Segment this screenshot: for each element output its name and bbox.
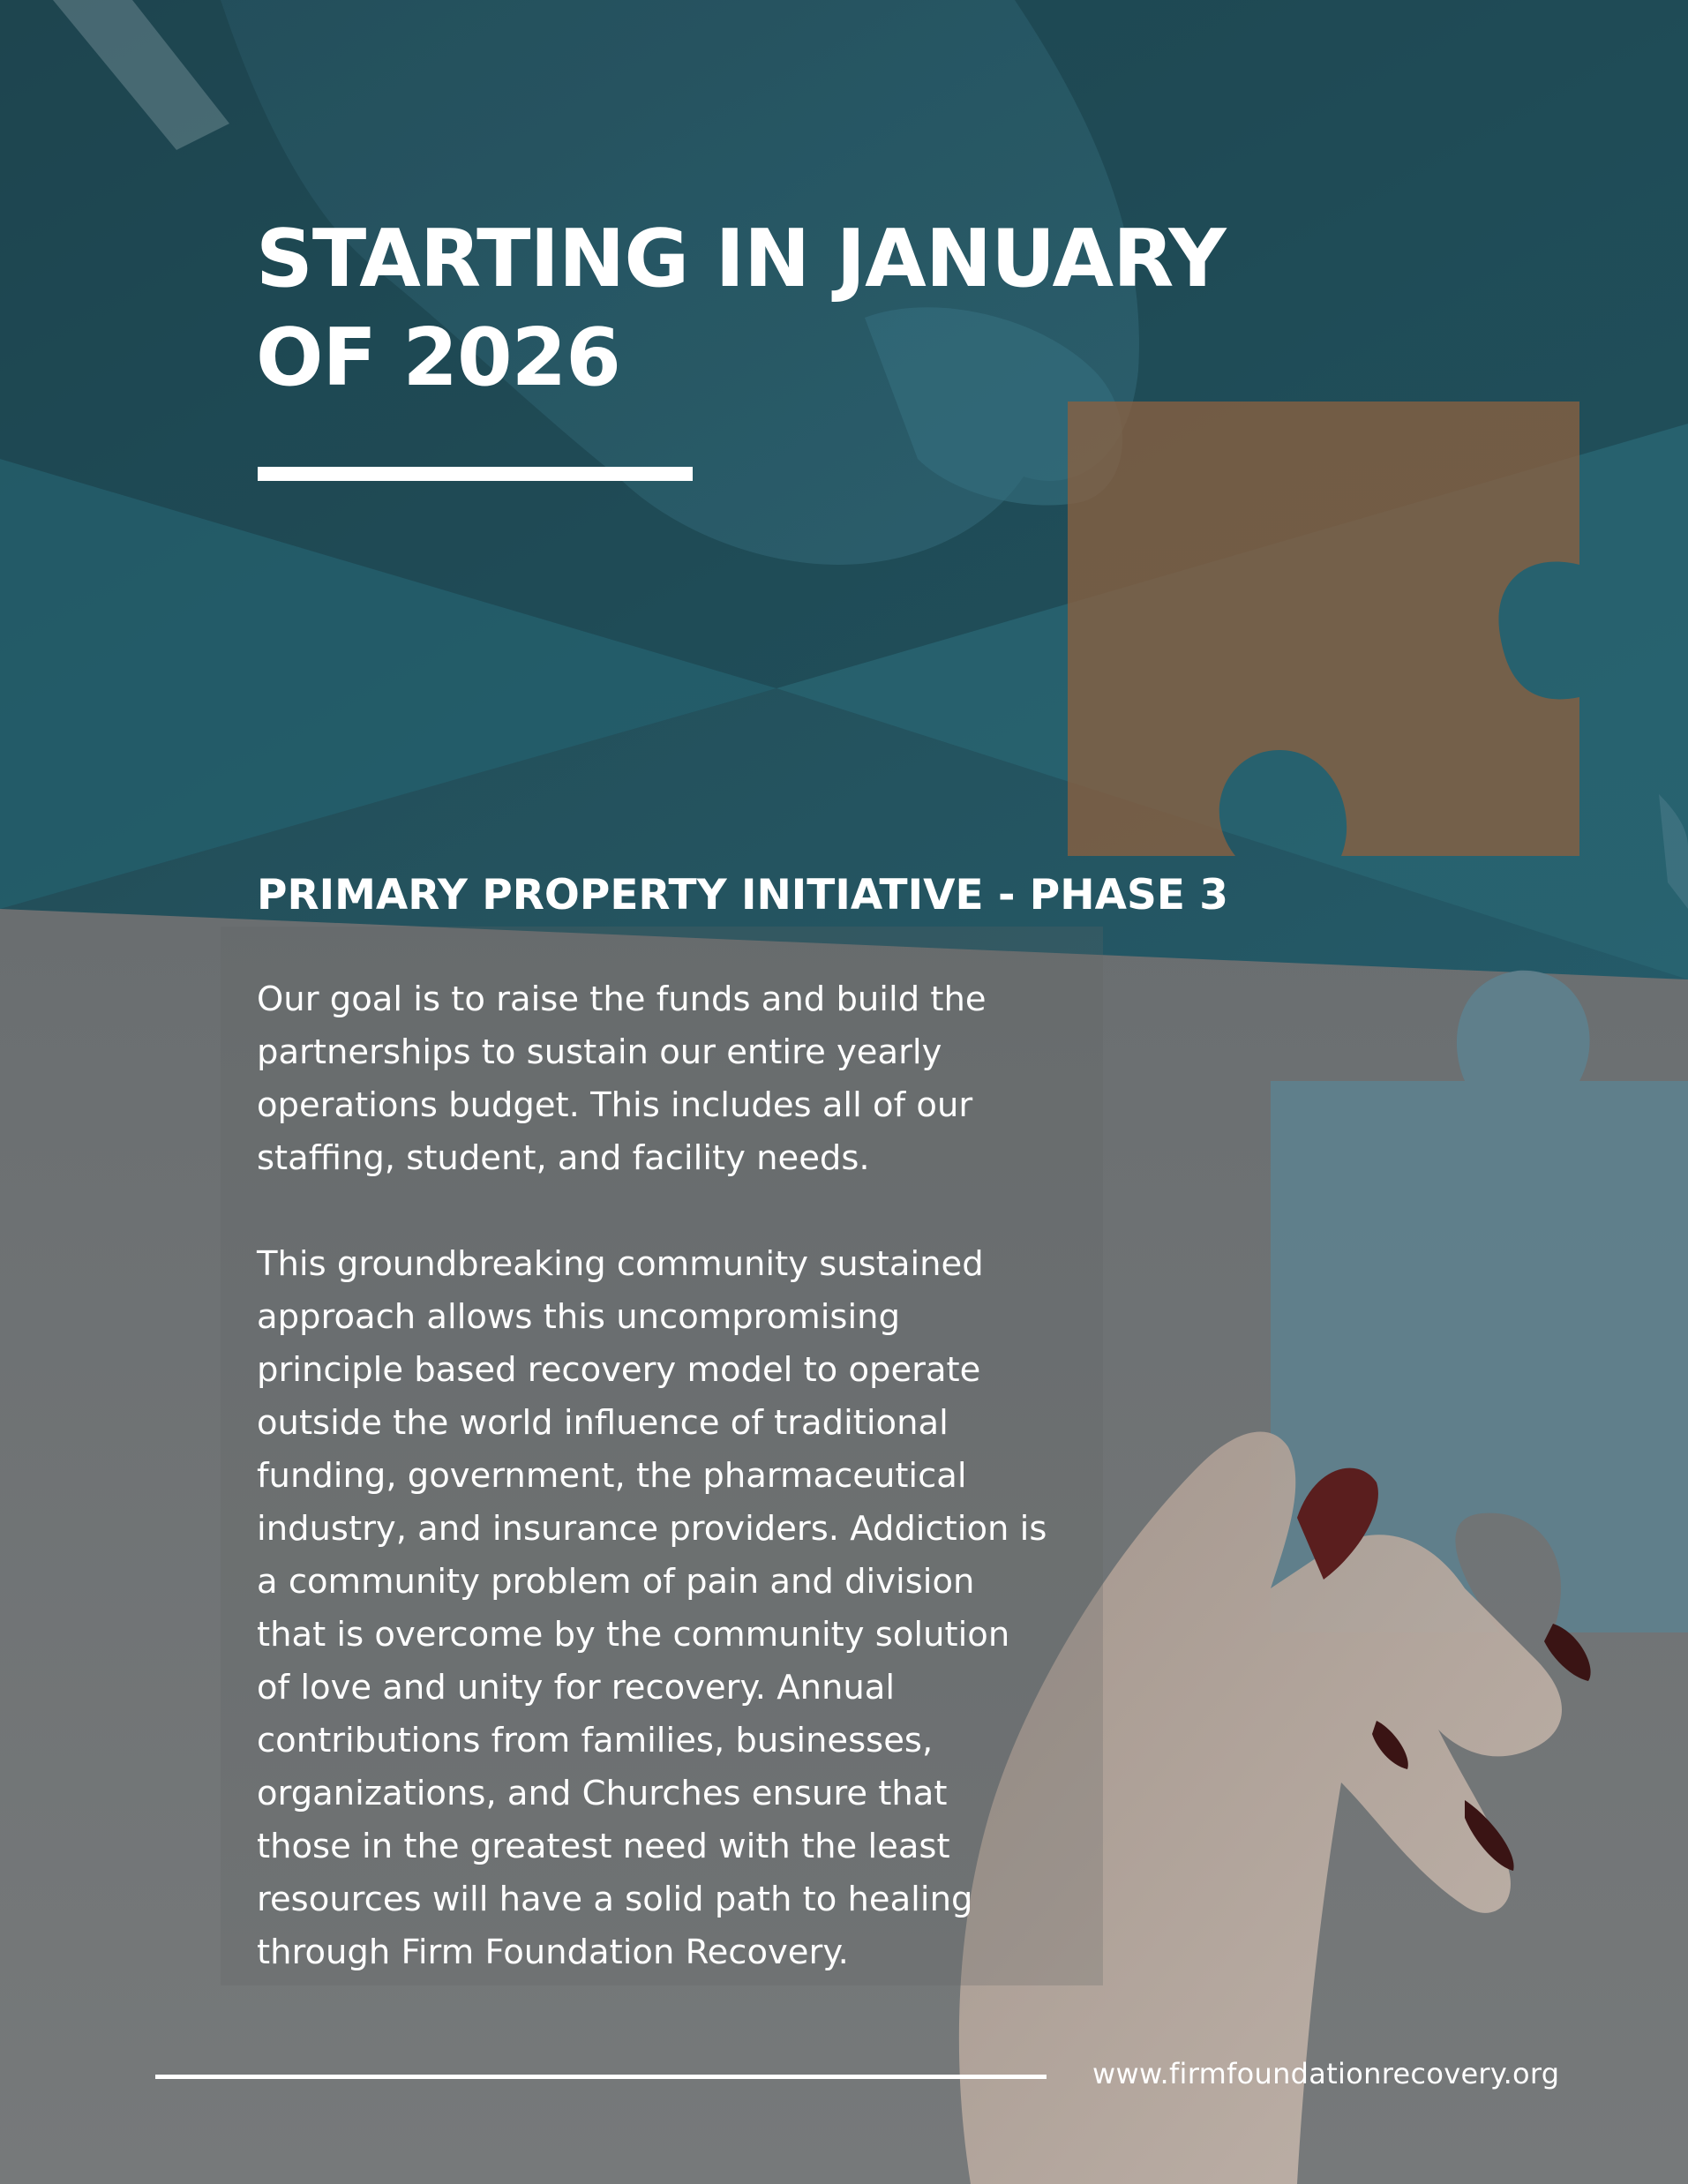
paragraph-approach: This groundbreaking community sustained approach allows this uncompromising principle based recovery model to operate outside the world influence of traditional funding, government, the pharmaceutical industry, and insurance providers. Addiction is a community problem of pain and division that is overcome by the community solution of love and unity for recovery. Annual contributions from families, businesses, organizations, and Churches ensure that those in the greatest need with the least resources will have a solid path to healing through Firm Foundation Recovery. [257, 1244, 1047, 1972]
footer-website-link[interactable]: www.firmfoundationrecovery.org [1092, 2057, 1560, 2090]
title-line-2: OF 2026 [256, 311, 620, 404]
page-title [256, 210, 1315, 408]
section-heading: PRIMARY PROPERTY INITIATIVE - PHASE 3 [257, 871, 1228, 919]
title-underline-divider [258, 467, 693, 481]
footer-divider [155, 2075, 1047, 2079]
title-line-1: STARTING IN JANUARY [256, 213, 1226, 305]
body-copy [257, 973, 1051, 2032]
paragraph-goal: Our goal is to raise the funds and build the partnerships to sustain our entire yearly operations budget. This includes all of our staffing, student, and facility needs. [257, 979, 987, 1178]
